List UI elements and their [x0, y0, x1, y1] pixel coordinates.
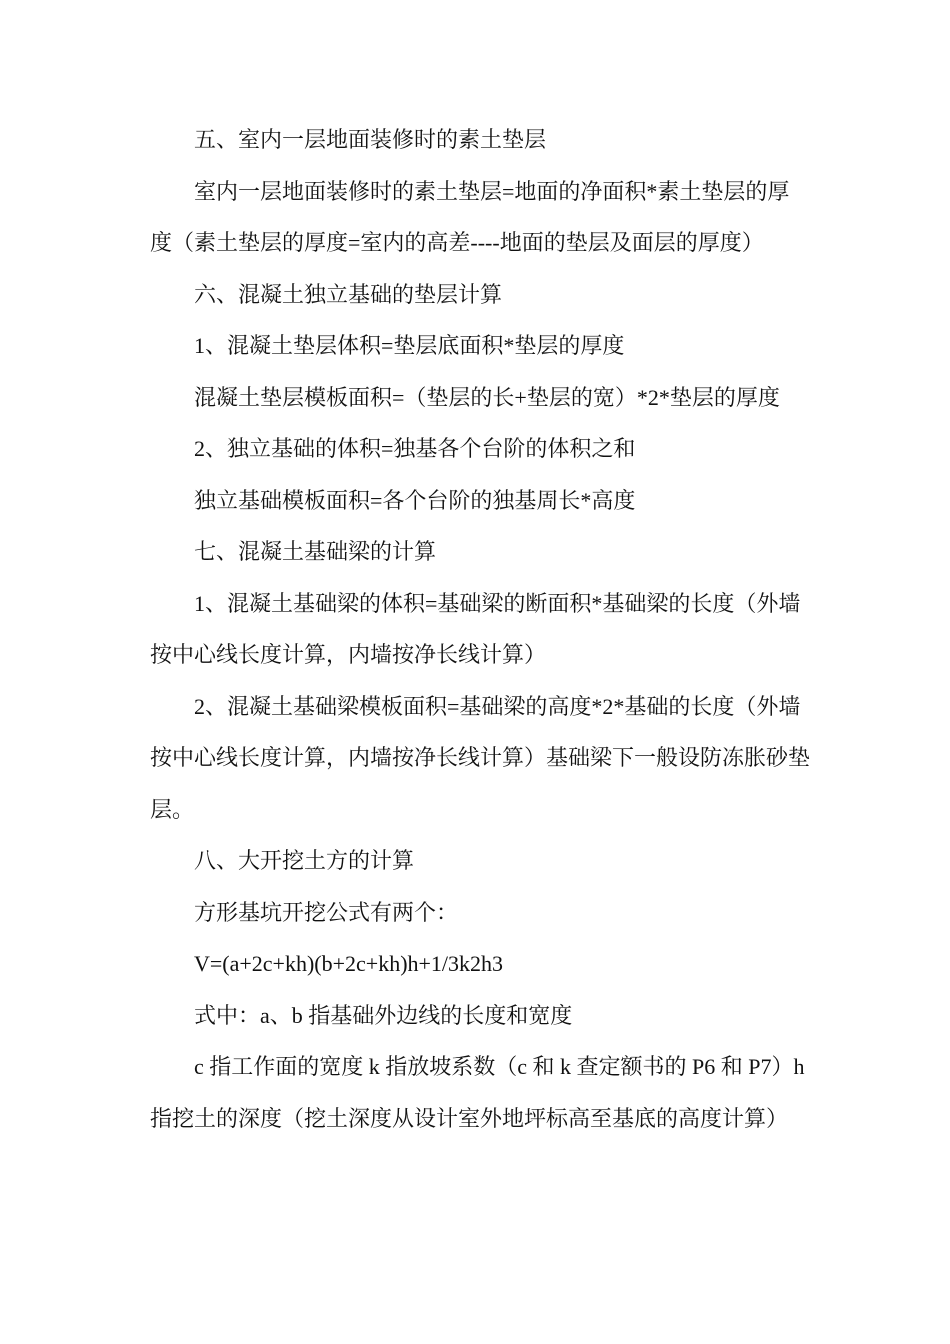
paragraph-beam-volume: 1、混凝土基础梁的体积=基础梁的断面积*基础梁的长度（外墙按中心线长度计算，内墙按净长线计算）: [150, 590, 801, 667]
section-heading-6: 六、混凝土独立基础的垫层计算: [194, 281, 503, 307]
paragraph-formula: V=(a+2c+kh)(b+2c+kh)h+1/3k2h3: [194, 951, 504, 976]
paragraph-cushion-formwork: 混凝土垫层模板面积=（垫层的长+垫层的宽）*2*垫层的厚度: [194, 384, 780, 410]
paragraph-formula-where: 式中：a、b 指基础外边线的长度和宽度: [194, 1002, 573, 1028]
paragraph-beam-formwork: 2、混凝土基础梁模板面积=基础梁的高度*2*基础的长度（外墙按中心线长度计算，内墙按净长线计算）基础梁下一般设防冻胀砂垫层。: [150, 693, 811, 822]
paragraph-footing-volume: 2、独立基础的体积=独基各个台阶的体积之和: [194, 436, 636, 461]
section-heading-8: 八、大开挖土方的计算: [194, 848, 415, 873]
paragraph-cushion-volume: 1、混凝土垫层体积=垫层底面积*垫层的厚度: [194, 333, 625, 358]
paragraph-pit-intro: 方形基坑开挖公式有两个：: [194, 899, 459, 925]
paragraph-plain-fill: 室内一层地面装修时的素土垫层=地面的净面积*素土垫层的厚度（素土垫层的厚度=室内的高差----地面的垫层及面层的厚度）: [150, 178, 790, 255]
section-heading-7: 七、混凝土基础梁的计算: [194, 539, 437, 564]
paragraph-formula-variables: c 指工作面的宽度 k 指放坡系数（c 和 k 查定额书的 P6 和 P7）h 指挖土的深度（挖土深度从设计室外地坪标高至基底的高度计算）: [150, 1054, 805, 1131]
section-heading-5: 五、室内一层地面装修时的素土垫层: [194, 127, 547, 152]
document-body: [150, 114, 810, 1144]
paragraph-footing-formwork: 独立基础模板面积=各个台阶的独基周长*高度: [194, 487, 636, 513]
